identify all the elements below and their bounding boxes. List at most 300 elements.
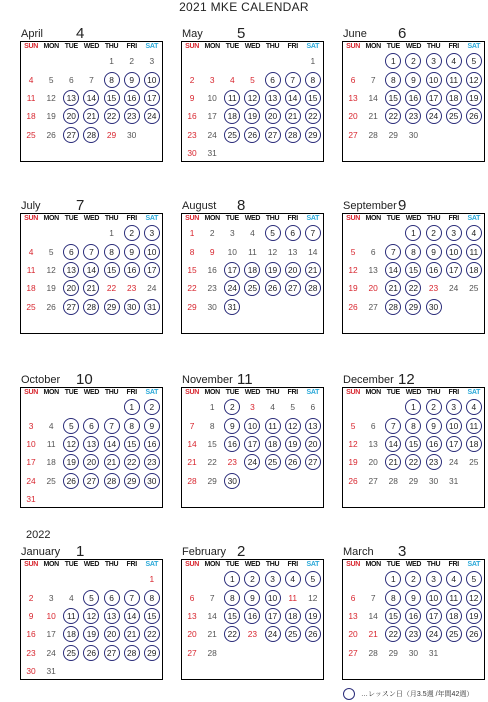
day-cell	[182, 644, 202, 662]
day-cell	[424, 435, 444, 453]
day-cell	[242, 625, 262, 643]
day-cell	[383, 242, 403, 260]
day-number: 20	[285, 262, 301, 278]
day-number: 10	[144, 72, 160, 88]
day-cell	[303, 107, 323, 125]
day-cell	[122, 453, 142, 471]
day-number: 12	[46, 92, 56, 103]
day-cell	[202, 224, 222, 242]
weekday-sat: SAT	[306, 215, 320, 222]
day-number: 9	[209, 246, 215, 257]
day-number: 8	[405, 418, 421, 434]
weekday-mon: MON	[365, 43, 381, 50]
week-row	[182, 242, 323, 260]
weekday-mon: MON	[43, 389, 59, 396]
empty-cell	[142, 490, 162, 508]
day-number: 23	[426, 454, 442, 470]
day-cell	[41, 472, 61, 490]
day-number: 29	[388, 129, 398, 140]
day-number: 26	[285, 454, 301, 470]
day-cell	[182, 435, 202, 453]
month-number: 2	[237, 543, 246, 560]
day-cell	[81, 242, 101, 260]
day-number: 1	[385, 571, 401, 587]
day-number: 27	[368, 301, 378, 312]
day-number: 5	[48, 74, 54, 85]
empty-cell	[303, 298, 323, 316]
month-grid	[20, 41, 163, 162]
day-number: 11	[26, 92, 36, 103]
day-cell	[263, 625, 283, 643]
day-cell	[182, 298, 202, 316]
page-title: 2021 MKE CALENDAR	[179, 0, 309, 14]
day-number: 17	[446, 262, 462, 278]
day-cell	[102, 224, 122, 242]
day-cell	[263, 242, 283, 260]
weekday-sun: SUN	[24, 389, 38, 396]
month-name: July	[21, 200, 41, 212]
day-cell	[263, 224, 283, 242]
day-cell	[303, 52, 323, 70]
day-cell	[61, 279, 81, 297]
day-number: 23	[187, 129, 197, 140]
day-number: 12	[308, 592, 318, 603]
weekday-wed: WED	[83, 561, 100, 568]
day-cell	[122, 279, 142, 297]
weekday-tue: TUE	[386, 561, 400, 568]
day-cell	[61, 242, 81, 260]
weekday-sun: SUN	[24, 561, 38, 568]
day-cell	[363, 261, 383, 279]
day-number: 6	[350, 74, 356, 85]
month-header	[20, 371, 163, 387]
day-cell	[222, 472, 242, 490]
weekday-wed: WED	[405, 561, 422, 568]
empty-cell	[182, 398, 202, 416]
day-number: 14	[385, 436, 401, 452]
day-cell	[383, 279, 403, 297]
day-cell	[102, 89, 122, 107]
day-cell	[202, 472, 222, 490]
week-row	[182, 261, 323, 279]
day-number: 15	[104, 262, 120, 278]
day-cell	[363, 126, 383, 144]
day-cell	[343, 298, 363, 316]
empty-cell	[283, 52, 303, 70]
empty-cell	[343, 224, 363, 242]
day-cell	[21, 70, 41, 88]
day-cell	[81, 126, 101, 144]
day-number: 4	[28, 246, 34, 257]
day-number: 30	[127, 129, 137, 140]
day-cell	[283, 89, 303, 107]
day-number: 6	[68, 74, 74, 85]
day-number: 15	[207, 438, 217, 449]
empty-cell	[102, 490, 122, 508]
week-row	[21, 662, 162, 680]
day-number: 21	[368, 111, 378, 122]
day-number: 6	[350, 592, 356, 603]
month-header	[342, 197, 485, 213]
day-number: 22	[405, 280, 421, 296]
day-number: 28	[305, 280, 321, 296]
week-row	[343, 70, 484, 88]
day-cell	[343, 588, 363, 606]
day-cell	[142, 70, 162, 88]
empty-cell	[263, 472, 283, 490]
weekday-mon: MON	[365, 215, 381, 222]
weekday-wed: WED	[83, 215, 100, 222]
day-number: 8	[224, 590, 240, 606]
weekday-thu: THU	[265, 215, 280, 222]
weekday-thu: THU	[265, 561, 280, 568]
week-row	[21, 261, 162, 279]
month-grid	[181, 41, 324, 162]
day-cell	[61, 416, 81, 434]
week-row	[182, 144, 323, 162]
day-cell	[363, 70, 383, 88]
weekday-mon: MON	[43, 561, 59, 568]
day-cell	[21, 607, 41, 625]
day-number: 27	[285, 280, 301, 296]
empty-cell	[21, 570, 41, 588]
day-cell	[383, 416, 403, 434]
day-number: 16	[124, 90, 140, 106]
day-cell	[403, 224, 423, 242]
day-number: 26	[466, 108, 482, 124]
day-cell	[363, 416, 383, 434]
day-number: 2	[405, 571, 421, 587]
day-number: 8	[385, 590, 401, 606]
day-cell	[222, 625, 242, 643]
day-cell	[444, 242, 464, 260]
day-cell	[464, 435, 484, 453]
day-cell	[102, 453, 122, 471]
empty-cell	[61, 52, 81, 70]
day-number: 2	[224, 399, 240, 415]
day-number: 8	[104, 244, 120, 260]
week-row	[21, 398, 162, 416]
day-cell	[182, 625, 202, 643]
weekday-tue: TUE	[64, 43, 78, 50]
weekday-header	[21, 214, 162, 224]
week-row	[182, 588, 323, 606]
day-number: 17	[265, 608, 281, 624]
day-number: 7	[104, 418, 120, 434]
day-cell	[61, 453, 81, 471]
weekday-sat: SAT	[145, 389, 159, 396]
day-cell	[343, 416, 363, 434]
day-cell	[142, 107, 162, 125]
week-row	[343, 453, 484, 471]
day-cell	[343, 644, 363, 662]
day-cell	[363, 453, 383, 471]
day-number: 28	[388, 475, 398, 486]
day-cell	[464, 279, 484, 297]
empty-cell	[343, 570, 363, 588]
day-number: 25	[224, 127, 240, 143]
day-cell	[444, 472, 464, 490]
day-number: 5	[48, 246, 54, 257]
day-cell	[182, 453, 202, 471]
day-number: 27	[187, 647, 197, 658]
day-number: 8	[385, 72, 401, 88]
day-cell	[303, 570, 323, 588]
month-number: 6	[398, 25, 407, 42]
day-cell	[102, 607, 122, 625]
empty-cell	[263, 144, 283, 162]
day-number: 22	[224, 626, 240, 642]
day-cell	[61, 107, 81, 125]
empty-cell	[202, 52, 222, 70]
day-number: 16	[426, 262, 442, 278]
day-number: 10	[265, 590, 281, 606]
day-cell	[102, 126, 122, 144]
day-cell	[222, 416, 242, 434]
week-row	[182, 52, 323, 70]
day-cell	[142, 453, 162, 471]
day-number: 9	[124, 244, 140, 260]
day-number: 17	[224, 262, 240, 278]
day-cell	[383, 435, 403, 453]
day-cell	[202, 607, 222, 625]
day-cell	[403, 70, 423, 88]
day-cell	[424, 416, 444, 434]
day-number: 15	[405, 436, 421, 452]
day-number: 3	[48, 592, 54, 603]
day-cell	[222, 261, 242, 279]
day-cell	[81, 453, 101, 471]
day-cell	[102, 298, 122, 316]
day-cell	[403, 52, 423, 70]
empty-cell	[41, 570, 61, 588]
empty-cell	[142, 662, 162, 680]
day-number: 19	[348, 283, 358, 294]
day-number: 19	[83, 626, 99, 642]
empty-cell	[41, 52, 61, 70]
day-number: 2	[189, 74, 195, 85]
day-number: 12	[63, 436, 79, 452]
day-number: 27	[83, 473, 99, 489]
day-number: 12	[348, 264, 358, 275]
day-number: 4	[270, 402, 275, 413]
day-number: 16	[405, 90, 421, 106]
day-cell	[81, 261, 101, 279]
day-cell	[263, 126, 283, 144]
day-number: 17	[446, 436, 462, 452]
day-number: 23	[144, 454, 160, 470]
empty-cell	[222, 52, 242, 70]
day-number: 14	[368, 92, 378, 103]
empty-cell	[303, 144, 323, 162]
day-cell	[182, 107, 202, 125]
day-number: 10	[426, 72, 442, 88]
day-cell	[102, 644, 122, 662]
day-cell	[202, 89, 222, 107]
weekday-header	[21, 560, 162, 570]
weekday-header	[343, 560, 484, 570]
day-cell	[102, 435, 122, 453]
week-row	[21, 52, 162, 70]
day-cell	[102, 107, 122, 125]
day-cell	[424, 70, 444, 88]
day-cell	[424, 588, 444, 606]
week-row	[21, 472, 162, 490]
day-number: 23	[247, 629, 258, 640]
day-number: 11	[63, 608, 79, 624]
weekday-tue: TUE	[386, 389, 400, 396]
day-cell	[343, 453, 363, 471]
week-row	[21, 242, 162, 260]
day-cell	[283, 126, 303, 144]
day-cell	[242, 89, 262, 107]
day-number: 29	[408, 475, 419, 486]
day-cell	[403, 89, 423, 107]
day-number: 8	[104, 72, 120, 88]
day-number: 12	[267, 246, 278, 257]
day-number: 7	[89, 74, 94, 85]
day-number: 15	[104, 90, 120, 106]
day-cell	[403, 398, 423, 416]
day-cell	[403, 607, 423, 625]
day-number: 27	[368, 475, 378, 486]
day-cell	[383, 453, 403, 471]
day-number: 5	[305, 571, 321, 587]
weekday-sun: SUN	[185, 389, 199, 396]
day-number: 19	[46, 283, 56, 294]
weekday-thu: THU	[426, 389, 441, 396]
empty-cell	[263, 298, 283, 316]
day-number: 7	[83, 244, 99, 260]
day-cell	[202, 144, 222, 162]
day-number: 7	[385, 244, 401, 260]
day-number: 2	[426, 399, 442, 415]
weekday-fri: FRI	[287, 215, 298, 222]
day-number: 12	[466, 590, 482, 606]
day-cell	[202, 279, 222, 297]
day-cell	[444, 279, 464, 297]
day-cell	[182, 261, 202, 279]
day-number: 18	[446, 90, 462, 106]
empty-cell	[41, 398, 61, 416]
day-cell	[303, 607, 323, 625]
day-number: 18	[224, 108, 240, 124]
day-cell	[182, 144, 202, 162]
weekday-tue: TUE	[225, 561, 239, 568]
empty-cell	[303, 644, 323, 662]
day-number: 24	[224, 280, 240, 296]
day-cell	[61, 435, 81, 453]
day-number: 1	[189, 228, 195, 239]
day-number: 26	[46, 129, 56, 140]
day-cell	[122, 607, 142, 625]
day-cell	[444, 107, 464, 125]
month-name: November	[182, 374, 233, 386]
weekday-fri: FRI	[448, 215, 459, 222]
day-number: 14	[368, 610, 378, 621]
day-number: 5	[466, 571, 482, 587]
weekday-fri: FRI	[126, 561, 137, 568]
weekday-sat: SAT	[306, 561, 320, 568]
day-cell	[424, 279, 444, 297]
day-cell	[263, 279, 283, 297]
day-cell	[182, 126, 202, 144]
day-number: 20	[63, 108, 79, 124]
day-cell	[283, 607, 303, 625]
day-number: 30	[187, 148, 197, 159]
legend-text: …レッスン日（月3.5週 /年間42週）	[361, 691, 474, 698]
day-cell	[464, 416, 484, 434]
month-grid	[20, 559, 163, 680]
day-number: 24	[265, 626, 281, 642]
month-name: April	[21, 28, 44, 40]
day-cell	[424, 398, 444, 416]
month-grid	[20, 387, 163, 508]
day-number: 6	[104, 590, 120, 606]
empty-cell	[61, 398, 81, 416]
day-number: 10	[26, 438, 36, 449]
day-number: 1	[310, 56, 316, 67]
day-number: 26	[83, 645, 99, 661]
day-number: 15	[187, 264, 197, 275]
empty-cell	[464, 644, 484, 662]
empty-cell	[464, 298, 484, 316]
day-number: 6	[370, 246, 376, 257]
day-cell	[122, 588, 142, 606]
weekday-tue: TUE	[64, 389, 78, 396]
month-number: 5	[237, 25, 246, 42]
day-cell	[222, 89, 242, 107]
day-number: 1	[124, 399, 140, 415]
day-cell	[363, 588, 383, 606]
day-number: 22	[106, 283, 117, 294]
day-number: 29	[106, 129, 117, 140]
weekday-header	[182, 560, 323, 570]
day-cell	[142, 89, 162, 107]
day-number: 24	[26, 475, 36, 486]
weekday-wed: WED	[244, 43, 261, 50]
day-number: 13	[368, 264, 378, 275]
month-number: 11	[237, 371, 253, 388]
week-row	[21, 453, 162, 471]
empty-cell	[182, 570, 202, 588]
weekday-sun: SUN	[346, 561, 360, 568]
day-number: 19	[244, 108, 260, 124]
day-number: 30	[207, 301, 217, 312]
week-row	[182, 398, 323, 416]
month-name: June	[343, 28, 367, 40]
empty-cell	[61, 490, 81, 508]
day-cell	[222, 107, 242, 125]
day-cell	[363, 607, 383, 625]
weekday-wed: WED	[244, 215, 261, 222]
weekday-header	[182, 388, 323, 398]
day-cell	[383, 588, 403, 606]
day-cell	[61, 89, 81, 107]
day-number: 13	[288, 246, 298, 257]
day-number: 17	[46, 629, 56, 640]
empty-cell	[444, 126, 464, 144]
day-cell	[403, 472, 423, 490]
weekday-wed: WED	[83, 389, 100, 396]
day-number: 5	[265, 225, 281, 241]
day-number: 23	[124, 108, 140, 124]
week-row	[343, 126, 484, 144]
day-cell	[303, 70, 323, 88]
empty-cell	[81, 662, 101, 680]
week-row	[182, 435, 323, 453]
weekday-header	[343, 42, 484, 52]
